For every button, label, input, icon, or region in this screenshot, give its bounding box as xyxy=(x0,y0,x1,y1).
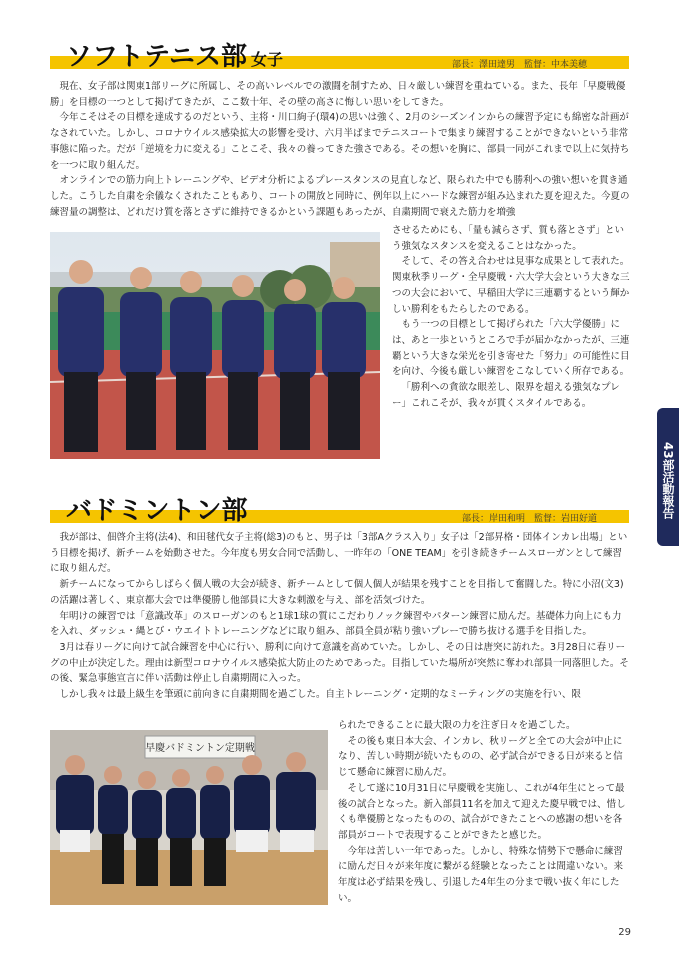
page-number: 29 xyxy=(618,927,631,938)
softtennis-para: 今年こそはその目標を達成するのだという、主将・川口絢子(環4)の思いは強く、2月のシーズンインからの練習予定にも綿密な計画がなされていた。しかし、コロナウイルス感染拡大の影響を受け、六月半ばまでテニスコートで集まり練習することができないという非常事態に陥った。だが「逆境を力に変える」ことこそ、我々の養ってきた強さである。その想いを胸に、部員一同がこれまで以上に気持ちを一つに取り組んだ。 xyxy=(50,112,630,171)
softtennis-para: もう一つの目標として掲げられた「六大学優勝」には、あと一歩というところで手が届かなかったが、三連覇という大きな栄光を引き寄せた「努力」の可能性に目を向け、今後も厳しい練習をこなしていく所存である。 xyxy=(392,319,630,378)
badminton-para: られたできることに最大限の力を注ぎ日々を過ごした。 xyxy=(338,720,576,731)
badminton-para: 年明けの練習では「意識改革」のスローガンのもと1球1球の質にこだわりノック練習やパターン練習に励んだ。基礎体力向上にも力を入れ、ダッシュ・縄とび・ウエイトトレーニングなどに取り組み、部員全員が粘り強いプレーで勝ち抜ける選手を目指した。 xyxy=(50,610,622,638)
photo-banner-text: 早慶バドミントン定期戦 xyxy=(145,743,255,754)
badminton-para: 3月は春リーグに向けて試合練習を中心に行い、勝利に向けて意識を高めていた。しかし、その日は唐突に訪れた。3月28日に春リーグの中止が決定した。理由は新型コロナウイルス感染拡大防止のためであった。目指していた場所が突然に奪われ部員一同落胆した。その後、緊急事態宣言に伴い活動は停止し自粛期間に入った。 xyxy=(50,641,629,685)
section-side-tab: 43部活動報告 xyxy=(657,408,679,546)
badminton-para: しかし我々は最上級生を筆頭に前向きに自粛期間を過ごした。自主トレーニング・定期的なミーティングの実施を行い、限 xyxy=(59,689,581,701)
softtennis-para: そして、その答え合わせは見事な成果として表れた。関東秋季リーグ・全早慶戦・六大学大会という大きな三つの大会において、早稲田大学に三連覇するという輝かしい勝利をもたらしたのである。 xyxy=(392,256,630,315)
badminton-title xyxy=(66,490,247,527)
softtennis-para: させるためにも、「量も減らさず、質も落とさず」という強気なスタンスを変えることはなかった。 xyxy=(392,225,624,252)
softtennis-staff: 部長：澤田達男 監督：中本美穂 xyxy=(452,60,588,70)
badminton-para: その後も東日本大会、インカレ、秋リーグと全ての大会が中止になり、苦しい時期が続いたものの、必ず試合ができる日が来ると信じて懸命に練習に励んだ。 xyxy=(338,735,623,779)
badminton-para: 今年は苦しい一年であった。しかし、特殊な情勢下で懸命に練習に励んだ日々が来年度に繋がる経験となったことは間違いない。来年度は必ず結果を残し、引退した4年生の分まで戦い抜く年にしたい。 xyxy=(338,845,624,904)
softtennis-title-main: ソフトテニス部 xyxy=(66,42,247,72)
softtennis-para: 現在、女子部は関東1部リーグに所属し、その高いレベルでの激闘を制すため、日々厳しい練習を重ねている。また、長年「早慶戦優勝」を目標の一つとして掲げてきたが、ここ数十年、その壁の高さに悔しい思いをしてきた。 xyxy=(50,81,626,108)
badminton-para: そして遂に10月31日に早慶戦を実施し、これが4年生にとって最後の試合となった。新入部員11名を加えて迎えた慶早戦では、惜しくも準優勝となったものの、試合ができたことへの感謝の想いを各部員がコートで表現することができたと感じた。 xyxy=(338,782,626,841)
softtennis-body-side xyxy=(392,223,630,411)
badminton-para: 新チームになってからしばらく個人戦の大会が続き、新チームとして個人個人が結果を残すことを目指して奮闘した。特に小沼(文3)の活躍は著しく、東京都大会では準優勝し他部員に大きな刺激を与え、部を活気づけた。 xyxy=(50,579,624,606)
softtennis-title xyxy=(66,36,283,73)
softtennis-team-photo xyxy=(50,232,380,459)
badminton-para: 我が部は、佃啓介主将(法4)、和田毬代女子主将(総3)のもと、男子は「3部Aクラス入り」女子は「2部昇格・団体インカレ出場」という目標を掲げ、新チームを始動させた。今年度も男女合同で活動し、一昨年の「ONE TEAM」を引き続きチームスローガンとして練習に取り組んだ。 xyxy=(50,532,628,575)
badminton-staff: 部長：岸田和明 監督：岩田好道 xyxy=(462,514,598,524)
badminton-body-top xyxy=(50,530,630,703)
badminton-title-main: バドミントン部 xyxy=(66,496,248,526)
badminton-team-photo xyxy=(50,730,328,905)
badminton-body-side xyxy=(338,718,630,906)
softtennis-title-sub: 女子 xyxy=(250,50,283,69)
softtennis-para: 「勝利への貪欲な眼差し、限界を超える強気なプレー」これこそが、我々が貫くスタイルである。 xyxy=(392,382,620,409)
softtennis-body-top xyxy=(50,79,630,220)
softtennis-para: オンラインでの筋力向上トレーニングや、ビデオ分析によるプレースタンスの見直しなど、限られた中でも勝利への強い想いを貫き通した。こうした自粛を余儀なくされたこともあり、コートの開放と同時に、例年以上にハードな練習が組み込まれた夏を迎えた。今夏の練習量の調整は、どれだけ質を落とさずに維持できるかという課題もあったが、自粛期間で衰えた筋力を増強 xyxy=(50,175,630,218)
